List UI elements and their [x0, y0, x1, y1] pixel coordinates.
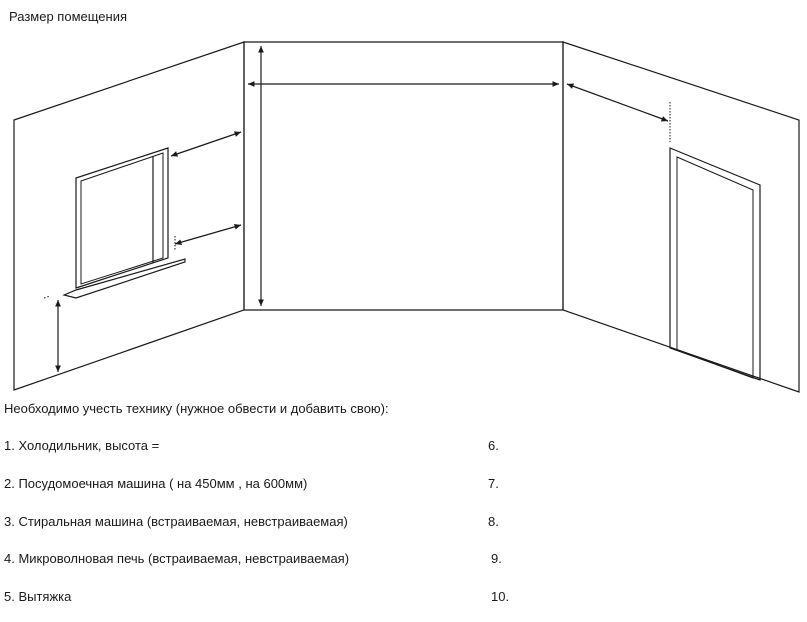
- door-frame-outer: [670, 148, 760, 380]
- appliance-item-4: 4. Микроволновая печь (встраиваемая, невстраиваемая): [4, 551, 350, 566]
- appliances-intro: Необходимо учесть технику (нужное обвести и добавить свою):: [4, 401, 389, 416]
- appliance-item-8: 8.: [488, 514, 499, 529]
- appliance-item-1: 1. Холодильник, высота =: [4, 438, 160, 453]
- appliance-item-3: 3. Стиральная машина (встраиваемая, невстраиваемая): [4, 514, 348, 529]
- window-frame-outer: [76, 148, 168, 288]
- window-bottom-dimension: [175, 225, 241, 244]
- sill-height-tick: [44, 296, 50, 298]
- right-wall: [563, 42, 799, 392]
- appliance-item-5: 5. Вытяжка: [4, 589, 72, 604]
- appliance-item-7: 7.: [488, 476, 499, 491]
- appliance-item-2: 2. Посудомоечная машина ( на 450мм , на 600мм): [4, 476, 308, 491]
- page-title: Размер помещения: [9, 9, 127, 24]
- appliance-item-6: 6.: [488, 438, 499, 453]
- left-wall: [14, 42, 244, 390]
- window-top-dimension: [171, 132, 241, 156]
- door-frame-inner: [677, 157, 753, 378]
- back-wall: [244, 42, 563, 310]
- appliance-item-10: 10.: [491, 589, 510, 604]
- door-offset-dimension: [567, 84, 668, 121]
- appliance-item-9: 9.: [491, 551, 502, 566]
- window-sill: [64, 259, 185, 298]
